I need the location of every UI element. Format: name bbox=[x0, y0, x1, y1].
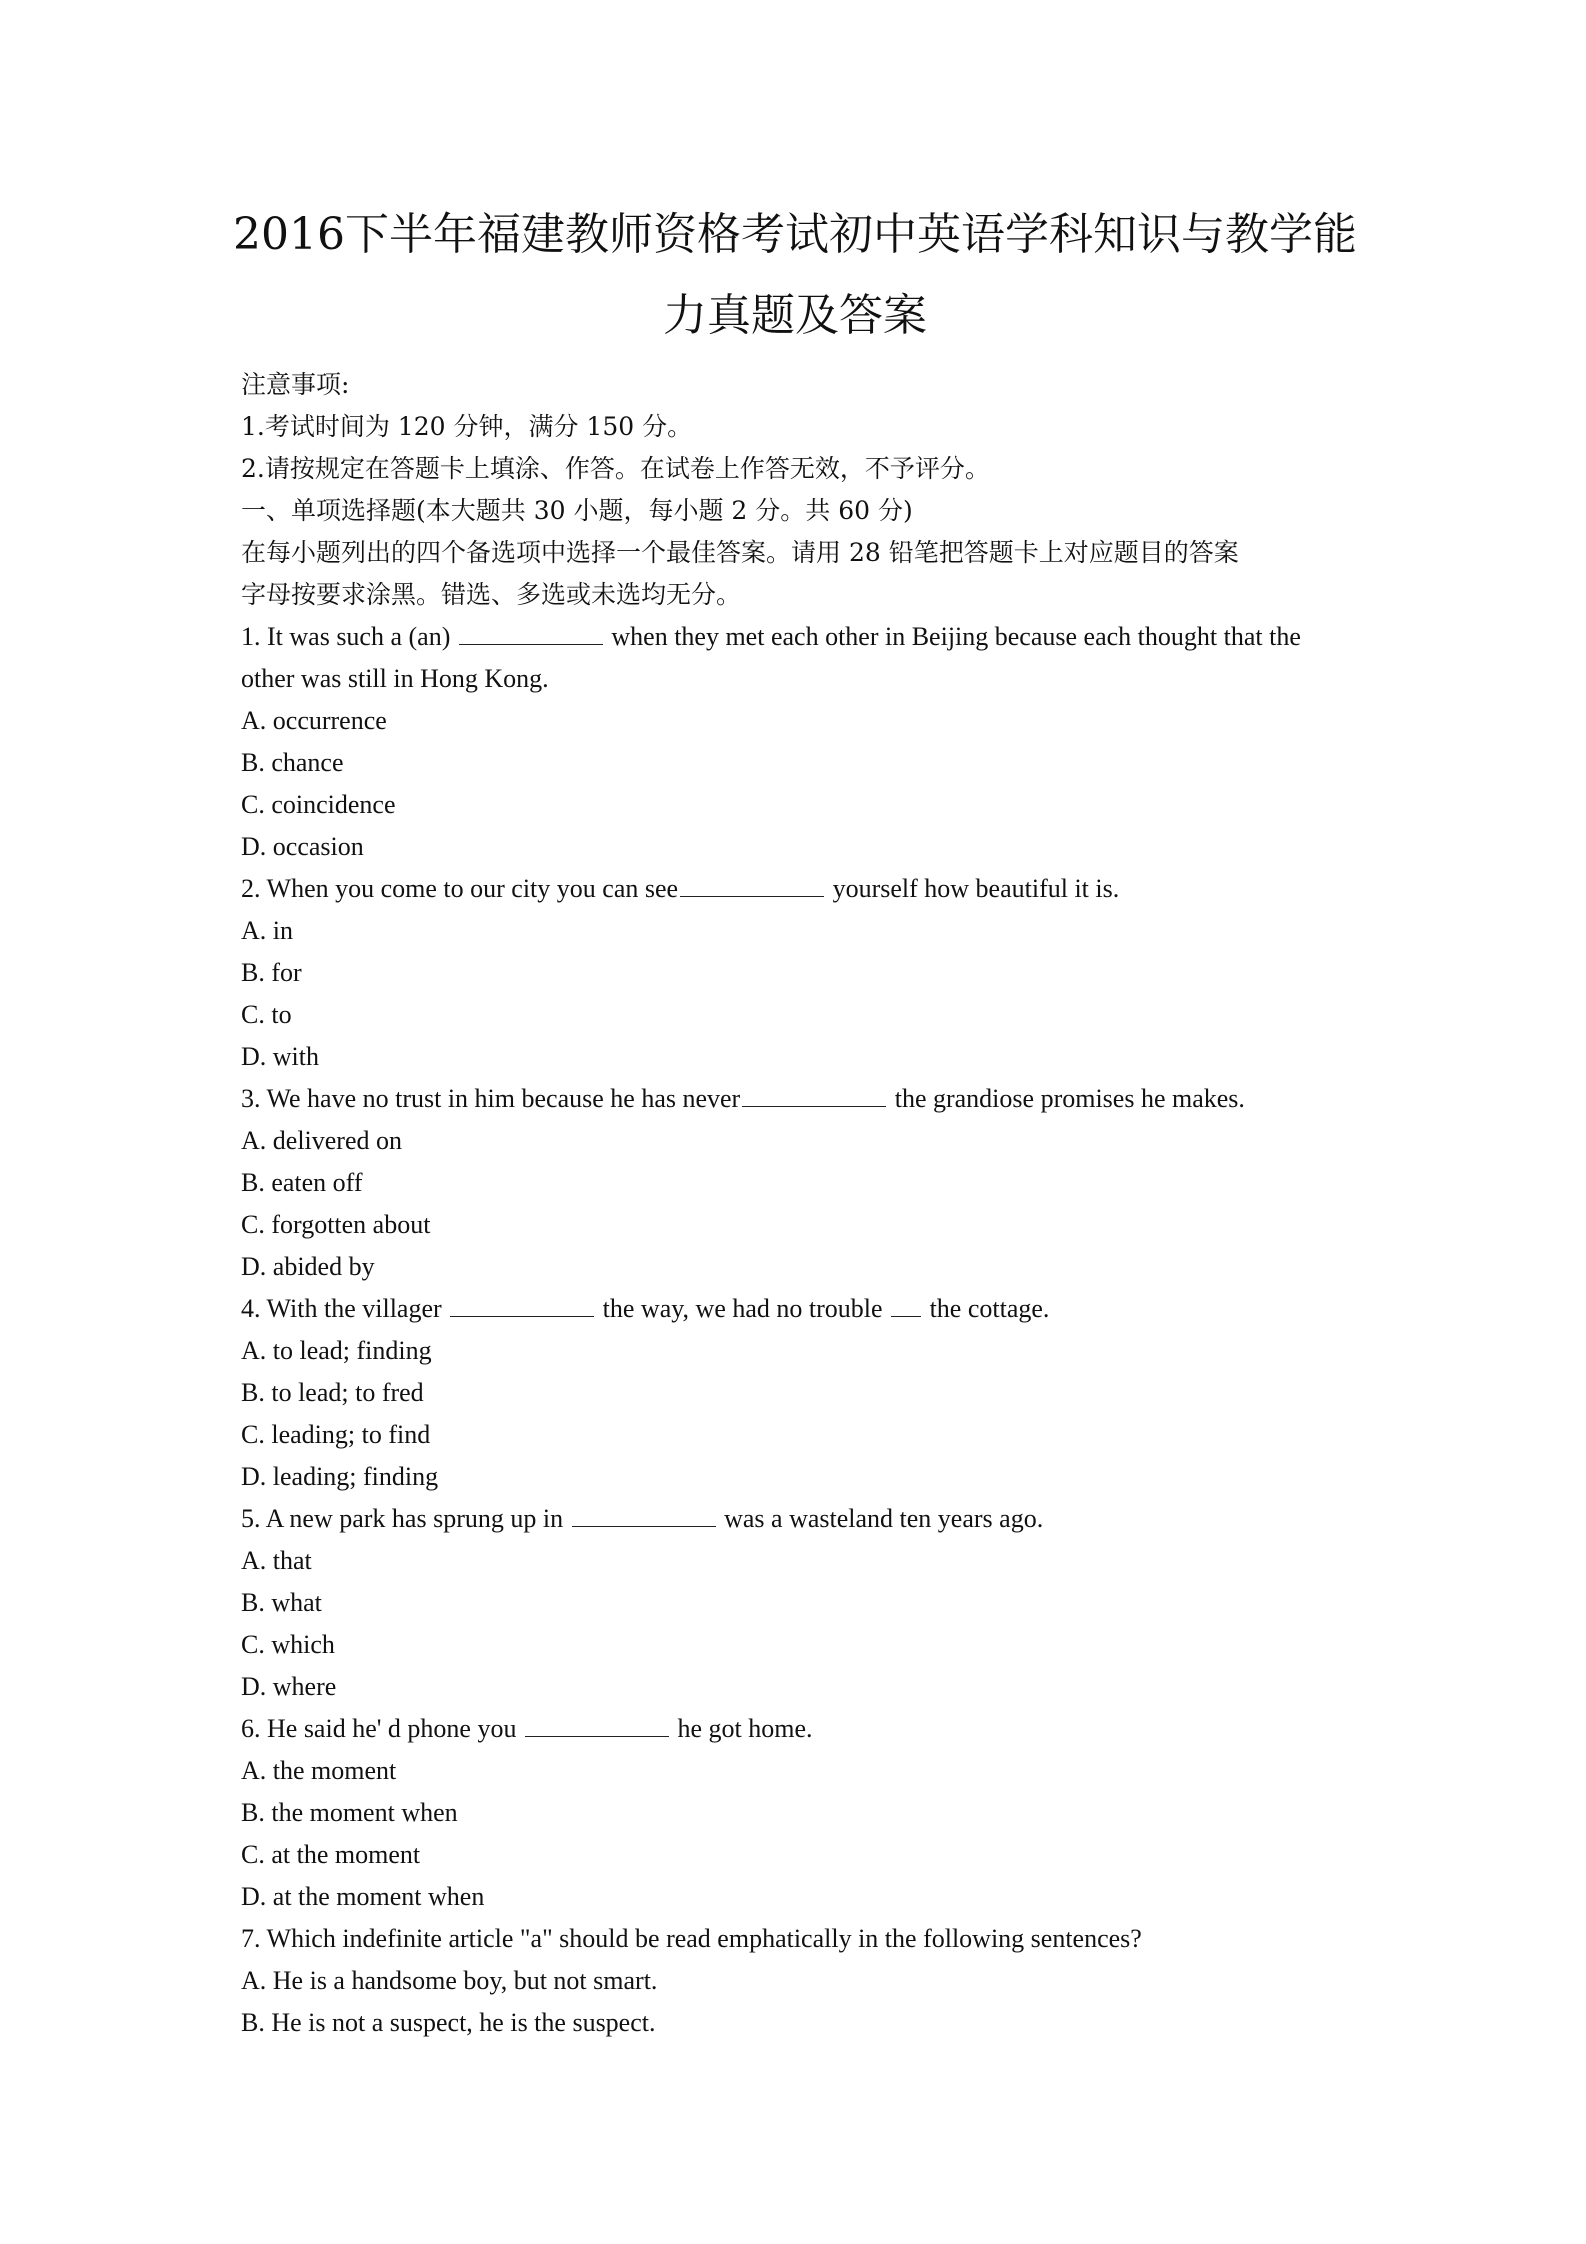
answer-blank bbox=[572, 1506, 716, 1527]
stem-text: 5. A new park has sprung up in bbox=[241, 1504, 564, 1533]
question-7-option-a: A. He is a handsome boy, but not smart. bbox=[241, 1966, 658, 1995]
section-heading: 一、单项选择题(本大题共 30 小题，每小题 2 分。共 60 分) bbox=[241, 496, 913, 525]
question-4-option-b: B. to lead; to fred bbox=[241, 1378, 424, 1407]
question-7-stem: 7. Which indefinite article "a" should be read emphatically in the following sentences? bbox=[241, 1924, 1142, 1953]
question-6-option-c: C. at the moment bbox=[241, 1840, 421, 1869]
question-4-option-a: A. to lead; finding bbox=[241, 1336, 432, 1365]
stem-text: 4. With the villager bbox=[241, 1294, 442, 1323]
question-5-option-b: B. what bbox=[241, 1588, 322, 1617]
question-6-option-b: B. the moment when bbox=[241, 1798, 458, 1827]
question-2-option-c: C. to bbox=[241, 1000, 292, 1029]
stem-text: when they met each other in Beijing because each thought that the bbox=[611, 622, 1301, 651]
question-1-stem bbox=[241, 616, 1361, 658]
question-6-option-d: D. at the moment when bbox=[241, 1882, 485, 1911]
question-3-option-a: A. delivered on bbox=[241, 1126, 403, 1155]
answer-blank bbox=[525, 1716, 669, 1737]
note-item-2: 2.请按规定在答题卡上填涂、作答。在试卷上作答无效，不予评分。 bbox=[241, 454, 990, 483]
answer-blank bbox=[742, 1086, 886, 1107]
stem-text: was a wasteland ten years ago. bbox=[724, 1504, 1044, 1533]
question-2-option-b: B. for bbox=[241, 958, 302, 987]
stem-text: he got home. bbox=[677, 1714, 813, 1743]
note-item-1: 1.考试时间为 120 分钟，满分 150 分。 bbox=[241, 412, 693, 441]
question-3-option-b: B. eaten off bbox=[241, 1168, 363, 1197]
answer-blank bbox=[891, 1296, 921, 1317]
notes-heading: 注意事项: bbox=[241, 370, 350, 399]
question-5-option-c: C. which bbox=[241, 1630, 335, 1659]
question-3-stem bbox=[241, 1078, 1361, 1120]
question-7-option-b: B. He is not a suspect, he is the suspect. bbox=[241, 2008, 656, 2037]
section-instruction: 在每小题列出的四个备选项中选择一个最佳答案。请用 28 铅笔把答题卡上对应题目的答案 bbox=[241, 538, 1239, 567]
stem-text: 3. We have no trust in him because he has never bbox=[241, 1084, 741, 1113]
exam-content bbox=[241, 364, 1361, 2044]
question-4-option-d: D. leading; finding bbox=[241, 1462, 439, 1491]
question-1-option-b: B. chance bbox=[241, 748, 344, 777]
question-5-option-d: D. where bbox=[241, 1672, 337, 1701]
stem-text: 6. He said he' d phone you bbox=[241, 1714, 517, 1743]
stem-text: 1. It was such a (an) bbox=[241, 622, 451, 651]
answer-blank bbox=[450, 1296, 594, 1317]
question-5-stem bbox=[241, 1498, 1361, 1540]
answer-blank bbox=[680, 876, 824, 897]
question-1-option-d: D. occasion bbox=[241, 832, 364, 861]
question-3-option-d: D. abided by bbox=[241, 1252, 375, 1281]
question-4-option-c: C. leading; to find bbox=[241, 1420, 431, 1449]
question-5-option-a: A. that bbox=[241, 1546, 312, 1575]
question-2-option-a: A. in bbox=[241, 916, 293, 945]
stem-text: yourself how beautiful it is. bbox=[832, 874, 1120, 903]
page-title-continued: 力真题及答案 bbox=[663, 290, 927, 341]
section-instruction-continued: 字母按要求涂黑。错选、多选或未选均无分。 bbox=[241, 580, 742, 609]
stem-text: the way, we had no trouble bbox=[602, 1294, 883, 1323]
question-3-option-c: C. forgotten about bbox=[241, 1210, 431, 1239]
answer-blank bbox=[459, 624, 603, 645]
question-1-stem-continued: other was still in Hong Kong. bbox=[241, 664, 549, 693]
question-4-stem bbox=[241, 1288, 1361, 1330]
stem-text: 2. When you come to our city you can see bbox=[241, 874, 679, 903]
question-1-option-a: A. occurrence bbox=[241, 706, 387, 735]
question-6-option-a: A. the moment bbox=[241, 1756, 397, 1785]
question-2-option-d: D. with bbox=[241, 1042, 319, 1071]
question-1-option-c: C. coincidence bbox=[241, 790, 396, 819]
question-6-stem bbox=[241, 1708, 1361, 1750]
stem-text: the cottage. bbox=[929, 1294, 1050, 1323]
stem-text: the grandiose promises he makes. bbox=[894, 1084, 1245, 1113]
page-title: 2016下半年福建教师资格考试初中英语学科知识与教学能 bbox=[233, 209, 1357, 260]
question-2-stem bbox=[241, 868, 1361, 910]
